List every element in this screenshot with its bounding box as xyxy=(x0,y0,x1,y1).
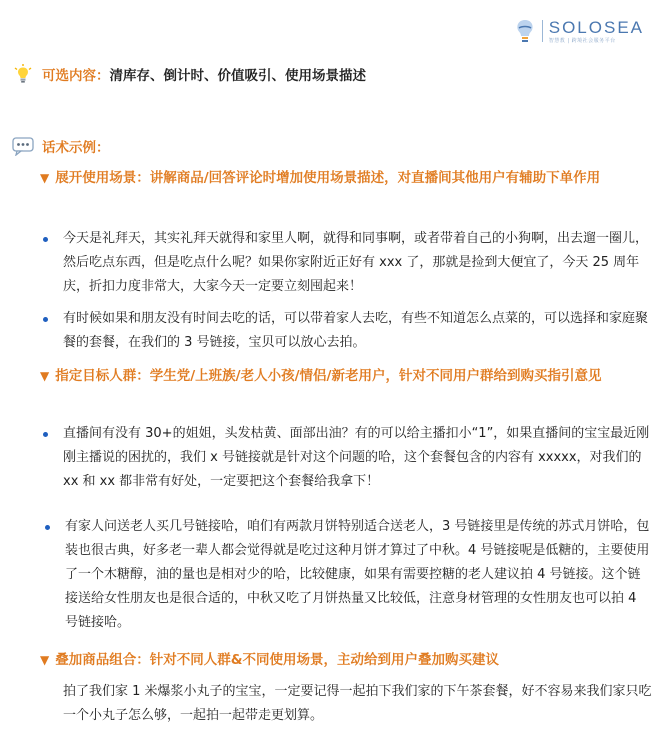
optional-content-label: 可选内容： xyxy=(42,68,110,84)
list-item-text: 直播间有没有 30+的姐姐，头发枯黄、面部出油？有的可以给主播扣小“1”，如果直播间的宝宝最近刚刚主播说的困扰的，我们 x 号链接就是针对这个问题的哈，这个套餐包含的内容有 xxxxx，对我们的 xx 和 xx 都非常有好处，一定要把这个套餐给我拿下！ xyxy=(63,426,650,489)
section-heading-text: 叠加商品组合：针对不同人群&不同使用场景，主动给到用户叠加购买建议 xyxy=(55,652,500,668)
script-examples-row xyxy=(12,136,656,156)
lightbulb-icon xyxy=(12,64,34,84)
section-heading-text: 展开使用场景：讲解商品/回答评论时增加使用场景描述，对直播间其他用户有辅助下单作用 xyxy=(55,170,601,186)
triangle-down-icon: ▼ xyxy=(40,653,50,667)
script-examples-label: 话术示例： xyxy=(42,140,110,156)
optional-content-row xyxy=(12,64,656,84)
section-heading-target-audience xyxy=(40,364,652,388)
list-item xyxy=(63,422,652,494)
bullet-icon xyxy=(43,237,48,242)
list-item xyxy=(65,515,652,635)
logo-tagline: 智慧教 | 跨境社会服务平台 xyxy=(548,37,616,44)
section-heading-product-bundle xyxy=(40,648,652,672)
bullet-icon xyxy=(43,317,48,322)
bullet-icon xyxy=(45,525,50,530)
lightbulb-logo-icon xyxy=(514,18,536,44)
optional-content-items: 清库存、倒计时、价值吸引、使用场景描述 xyxy=(109,68,366,84)
speech-bubble-icon xyxy=(12,136,34,156)
section-paragraph: 拍了我们家 1 米爆浆小丸子的宝宝，一定要记得一起拍下我们家的下午茶套餐，好不容易来我们家只吃一个小丸子怎么够，一起拍一起带走更划算。 xyxy=(63,684,652,723)
list-item xyxy=(63,307,652,355)
section-heading-text: 指定目标人群：学生党/上班族/老人小孩/情侣/新老用户，针对不同用户群给到购买指引意见 xyxy=(55,368,602,384)
list-item-text: 今天是礼拜天，其实礼拜天就得和家里人啊，就得和同事啊，或者带着自己的小狗啊，出去遛一圈儿，然后吃点东西，但是吃点什么呢？如果你家附近正好有 xxx 了，那就是捡到大便宜了，今天 25 周年庆，折扣力度非常大，大家今天一定要立刻囤起来！ xyxy=(63,231,649,294)
triangle-down-icon: ▼ xyxy=(40,171,50,185)
list-item-text: 有家人问送老人买几号链接哈，咱们有两款月饼特别适合送老人，3 号链接里是传统的苏式月饼哈，包装也很古典，好多老一辈人都会觉得就是吃过这种月饼才算过了中秋。4 号链接呢是低糖的，主要使用了一个木糖醇，油的量也是相对少的哈，比较健康，如果有需要控糖的老人建议拍 4 号链接。这个链接送给女性朋友也是很合适的，中秋又吃了月饼热量又比较低，注意身材管理的女性朋友也可以拍 4 号链接哈。 xyxy=(65,519,650,630)
bullet-icon xyxy=(43,432,48,437)
logo-divider xyxy=(542,20,543,42)
triangle-down-icon: ▼ xyxy=(40,369,50,383)
section-heading-usage-scenario xyxy=(40,166,652,190)
list-item-text: 有时候如果和朋友没有时间去吃的话，可以带着家人去吃，有些不知道怎么点菜的，可以选择和家庭聚餐的套餐，在我们的 3 号链接，宝贝可以放心去拍。 xyxy=(63,311,649,350)
solosea-logo xyxy=(514,18,644,44)
list-item xyxy=(63,227,652,299)
logo-name: SOLOSEA xyxy=(548,17,644,37)
